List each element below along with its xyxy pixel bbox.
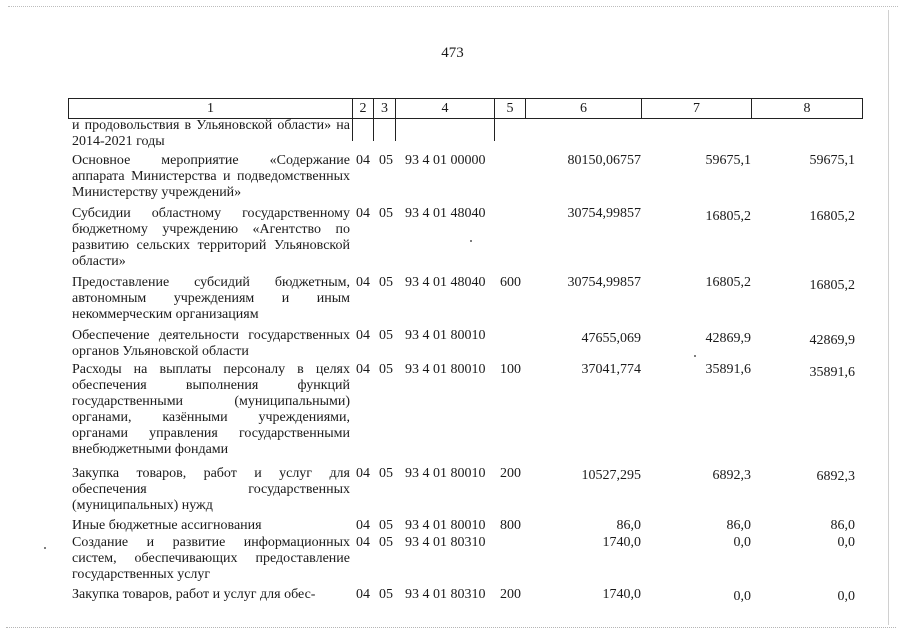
scan-edge-right [888,10,889,625]
row-expense-type: 100 [500,362,521,377]
header-col-1: 1 [68,99,352,118]
col-rule [352,119,353,141]
col-rule [373,119,374,141]
scan-edge-top [8,6,898,7]
row-subsection: 05 [379,153,393,168]
row-section: 04 [356,328,370,343]
row-section: 04 [356,275,370,290]
row-amount-col7: 86,0 [726,518,751,533]
scan-edge-bottom [6,627,896,628]
scan-speck [470,240,472,242]
row-subsection: 05 [379,328,393,343]
scan-speck [44,547,46,549]
row-section: 04 [356,362,370,377]
row-section: 04 [356,153,370,168]
row-target-code: 93 4 01 80010 [405,362,486,377]
row-amount-col6: 80150,06757 [567,153,641,168]
row-target-code: 93 4 01 80010 [405,518,486,533]
row-section: 04 [356,535,370,550]
table-header-row [68,98,863,119]
row-amount-col7: 42869,9 [705,331,751,346]
row-expense-type: 200 [500,587,521,602]
header-col-3: 3 [373,99,395,118]
row-name: Создание и развитие информационных систем, обеспечивающих предоставление государственных услуг [72,535,350,582]
row-subsection: 05 [379,587,393,602]
header-col-4: 4 [395,99,494,118]
row-amount-col7: 16805,2 [705,275,751,290]
row-amount-col8: 35891,6 [809,365,855,380]
row-section: 04 [356,466,370,481]
row-amount-col7: 0,0 [733,589,751,604]
row-target-code: 93 4 01 80310 [405,587,486,602]
header-col-5: 5 [494,99,525,118]
col-rule [494,119,495,141]
row-section: 04 [356,518,370,533]
row-target-code: 93 4 01 48040 [405,275,486,290]
row-amount-col6: 1740,0 [602,535,641,550]
row-name: Предоставление субсидий бюджетным, автономным учреждениям и иным некоммерческим организациям [72,275,350,322]
row-target-code: 93 4 01 00000 [405,153,486,168]
row-amount-col8: 16805,2 [809,278,855,293]
row-subsection: 05 [379,275,393,290]
row-section: 04 [356,587,370,602]
row-amount-col8: 16805,2 [809,209,855,224]
header-col-7: 7 [641,99,751,118]
budget-table [68,98,863,604]
row-target-code: 93 4 01 80310 [405,535,486,550]
row-target-code: 93 4 01 48040 [405,206,486,221]
row-name: Закупка товаров, работ и услуг для обеспечения государственных (муниципальных) нужд [72,466,350,513]
row-subsection: 05 [379,362,393,377]
row-amount-col7: 59675,1 [705,153,751,168]
row-target-code: 93 4 01 80010 [405,466,486,481]
row-subsection: 05 [379,466,393,481]
row-amount-col8: 6892,3 [816,469,855,484]
row-expense-type: 600 [500,275,521,290]
row-amount-col6: 47655,069 [581,331,641,346]
row-amount-col6: 30754,99857 [567,275,641,290]
row-amount-col8: 0,0 [837,535,855,550]
row-amount-col8: 59675,1 [809,153,855,168]
row-target-code: 93 4 01 80010 [405,328,486,343]
scan-speck [694,355,696,357]
row-amount-col7: 16805,2 [705,209,751,224]
col-rule [395,119,396,141]
page-number: 473 [441,45,464,61]
row-name: Иные бюджетные ассигнования [72,518,262,533]
row-amount-col8: 0,0 [837,589,855,604]
row-subsection: 05 [379,206,393,221]
row-expense-type: 800 [500,518,521,533]
row-section: 04 [356,206,370,221]
row-amount-col8: 86,0 [830,518,855,533]
header-col-8: 8 [751,99,863,118]
row-name: Субсидии областному государственному бюджетному учреждению «Агентство по развитию сельских территорий Ульяновской области» [72,206,350,269]
row-amount-col7: 0,0 [733,535,751,550]
row-amount-col6: 37041,774 [581,362,641,377]
row-subsection: 05 [379,535,393,550]
header-col-6: 6 [525,99,641,118]
row-name: Основное мероприятие «Содержание аппарата Министерства и подведомственных Министерству учреждений» [72,153,350,200]
row-amount-col6: 86,0 [616,518,641,533]
row-name: Расходы на выплаты персоналу в целях обеспечения выполнения функций государственными (муниципальными) органами, казёнными учреждениями, органами управления государственными внебюджетными фондами [72,362,350,457]
row-amount-col6: 10527,295 [581,468,641,483]
row-expense-type: 200 [500,466,521,481]
row-amount-col8: 42869,9 [809,333,855,348]
row-amount-col7: 6892,3 [712,468,751,483]
row-name: Закупка товаров, работ и услуг для обес- [72,587,316,602]
row-name: и продовольствия в Ульяновской области» на 2014-2021 годы [72,118,350,149]
row-amount-col6: 1740,0 [602,587,641,602]
header-col-2: 2 [352,99,373,118]
row-name: Обеспечение деятельности государственных органов Ульяновской области [72,328,350,359]
row-subsection: 05 [379,518,393,533]
row-amount-col7: 35891,6 [705,362,751,377]
row-amount-col6: 30754,99857 [567,206,641,221]
